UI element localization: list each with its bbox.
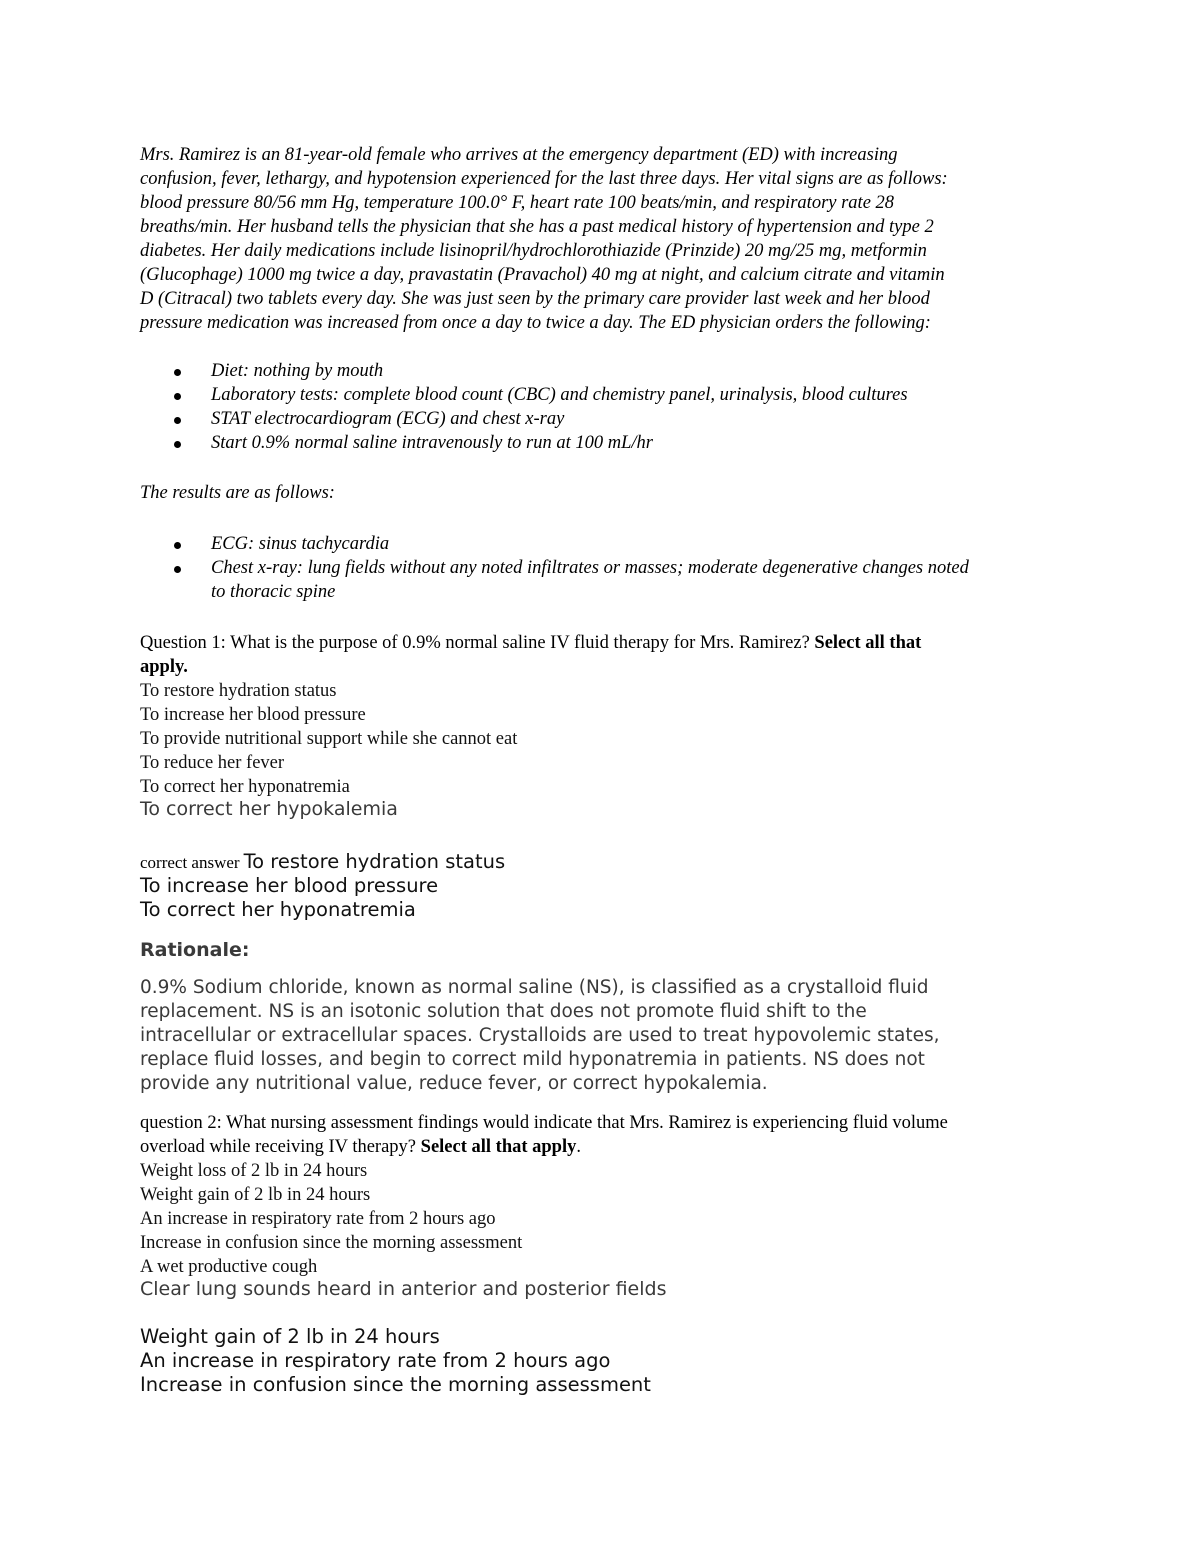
- correct-answer: An increase in respiratory rate from 2 hours ago: [140, 1349, 611, 1372]
- rationale-line: replacement. NS is an isotonic solution that does not promote fluid shift to the: [140, 1001, 867, 1022]
- answer-option: Weight gain of 2 lb in 24 hours: [140, 1185, 371, 1205]
- answer-option: An increase in respiratory rate from 2 hours ago: [140, 1209, 496, 1229]
- results-intro: The results are as follows:: [140, 483, 335, 503]
- question-text: Question 1: What is the purpose of 0.9% normal saline IV fluid therapy for Mrs. Ramirez?: [140, 633, 815, 653]
- scenario-line: confusion, fever, lethargy, and hypotension experienced for the last three days. Her vital signs are as follows:: [140, 169, 948, 189]
- scenario-line: Mrs. Ramirez is an 81-year-old female who arrives at the emergency department (ED) with increasing: [140, 145, 898, 165]
- answer-option: To reduce her fever: [140, 753, 285, 773]
- select-all-label: apply.: [140, 657, 188, 677]
- correct-answer: To restore hydration status: [243, 850, 506, 873]
- question-2: [140, 1111, 948, 1279]
- correct-answer-label: correct answer: [140, 853, 240, 872]
- question-2-answers: [140, 1325, 651, 1397]
- list-item: [140, 407, 908, 431]
- correct-answer: Increase in confusion since the morning assessment: [140, 1373, 651, 1396]
- rationale-line: provide any nutritional value, reduce fever, or correct hypokalemia.: [140, 1073, 768, 1094]
- select-all-label: Select all that apply: [420, 1137, 577, 1157]
- result-text: ECG: sinus tachycardia: [211, 534, 390, 554]
- order-text: STAT electrocardiogram (ECG) and chest x-ray: [211, 409, 565, 429]
- list-item: [140, 556, 969, 604]
- scenario-line: D (Citracal) two tablets every day. She was just seen by the primary care provider last week and her blood: [140, 289, 930, 309]
- bullet-icon: [174, 393, 181, 400]
- answer-option: Weight loss of 2 lb in 24 hours: [140, 1161, 368, 1181]
- answer-option: To correct her hypokalemia: [140, 798, 398, 820]
- result-text: to thoracic spine: [211, 582, 336, 602]
- correct-answer: Weight gain of 2 lb in 24 hours: [140, 1325, 440, 1348]
- correct-answer-line: [140, 850, 505, 874]
- result-text: Chest x-ray: lung fields without any noted infiltrates or masses; moderate degenerative changes noted: [211, 558, 969, 578]
- bullet-icon: [174, 566, 181, 573]
- question-2-prompt-cont: [140, 1135, 948, 1159]
- question-1-prompt: [140, 631, 921, 655]
- punctuation: .: [576, 1137, 581, 1157]
- scenario-line: pressure medication was increased from once a day to twice a day. The ED physician orders the following:: [140, 313, 931, 333]
- question-1: [140, 631, 921, 799]
- rationale-paragraph: [140, 976, 940, 1096]
- scenario-paragraph: [140, 143, 948, 335]
- order-text: Laboratory tests: complete blood count (CBC) and chemistry panel, urinalysis, blood cultures: [211, 385, 908, 405]
- bullet-icon: [174, 542, 181, 549]
- rationale-line: intracellular or extracellular spaces. Crystalloids are used to treat hypovolemic states,: [140, 1025, 940, 1046]
- answer-option: Clear lung sounds heard in anterior and posterior fields: [140, 1278, 667, 1300]
- scenario-line: diabetes. Her daily medications include lisinopril/hydrochlorothiazide (Prinzide) 20 mg/25 mg, metformin: [140, 241, 927, 261]
- results-list: [140, 532, 969, 604]
- rationale-heading: Rationale:: [140, 939, 250, 961]
- select-all-label: Select all that: [814, 633, 922, 653]
- answer-option: Increase in confusion since the morning assessment: [140, 1233, 523, 1253]
- question-text: overload while receiving IV therapy?: [140, 1137, 421, 1157]
- answer-option: To restore hydration status: [140, 681, 337, 701]
- question-1-prompt-cont: [140, 655, 921, 679]
- list-item: [140, 359, 908, 383]
- order-text: Start 0.9% normal saline intravenously to run at 100 mL/hr: [211, 433, 653, 453]
- answer-option: A wet productive cough: [140, 1257, 318, 1277]
- scenario-line: (Glucophage) 1000 mg twice a day, pravastatin (Pravachol) 40 mg at night, and calcium citrate and vitamin: [140, 265, 945, 285]
- list-item: [140, 383, 908, 407]
- scenario-line: breaths/min. Her husband tells the physician that she has a past medical history of hypertension and type 2: [140, 217, 934, 237]
- order-text: Diet: nothing by mouth: [211, 361, 384, 381]
- correct-answer: To increase her blood pressure: [140, 874, 439, 897]
- list-item: [140, 532, 969, 556]
- rationale-line: 0.9% Sodium chloride, known as normal saline (NS), is classified as a crystalloid fluid: [140, 977, 929, 998]
- orders-list: [140, 359, 908, 455]
- rationale-line: replace fluid losses, and begin to correct mild hyponatremia in patients. NS does not: [140, 1049, 925, 1070]
- bullet-icon: [174, 369, 181, 376]
- scenario-line: blood pressure 80/56 mm Hg, temperature 100.0° F, heart rate 100 beats/min, and respiratory rate 28: [140, 193, 895, 213]
- question-2-prompt: question 2: What nursing assessment findings would indicate that Mrs. Ramirez is experiencing fluid volume: [140, 1113, 948, 1133]
- bullet-icon: [174, 441, 181, 448]
- answer-option: To correct her hyponatremia: [140, 777, 350, 797]
- bullet-icon: [174, 417, 181, 424]
- question-1-answers: [140, 850, 505, 922]
- answer-option: To increase her blood pressure: [140, 705, 366, 725]
- list-item: [140, 431, 908, 455]
- correct-answer: To correct her hyponatremia: [140, 898, 416, 921]
- answer-option: To provide nutritional support while she cannot eat: [140, 729, 518, 749]
